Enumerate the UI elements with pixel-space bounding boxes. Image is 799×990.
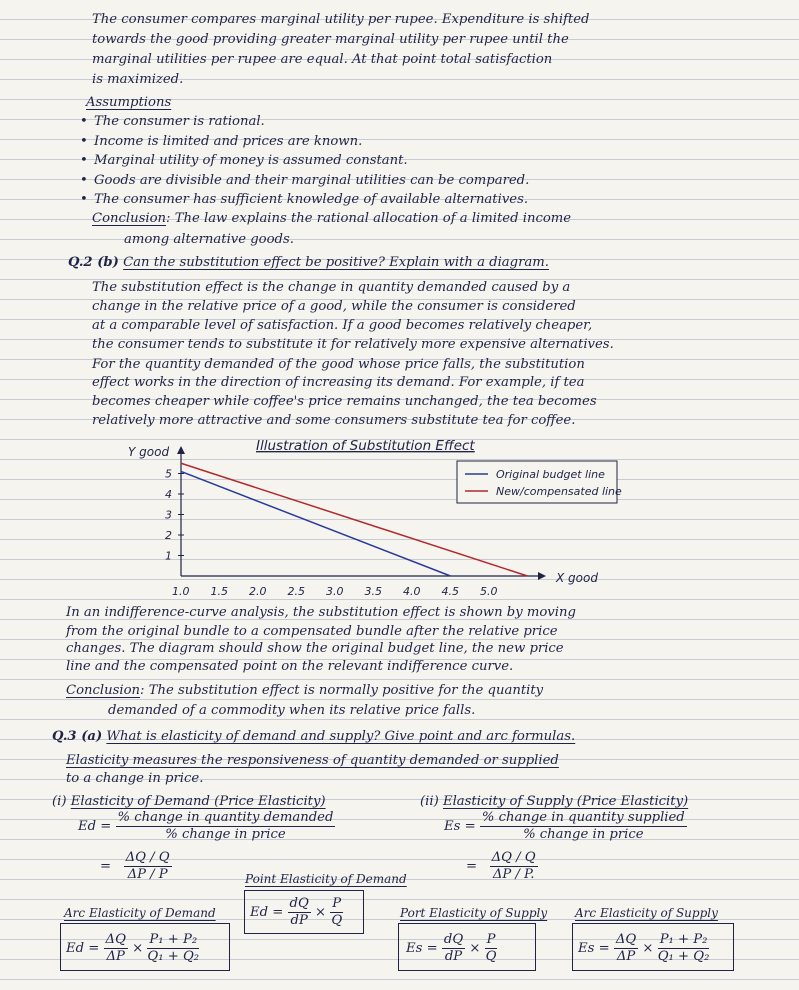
q2b-para2-line: relatively more attractive and some consumers substitute tea for coffee. <box>92 413 576 428</box>
y-axis-label: Y good <box>128 445 170 459</box>
chart-legend <box>457 461 622 503</box>
arc-demand-title: Arc Elasticity of Demand <box>64 906 216 920</box>
y-tick-label: 2 <box>165 529 172 542</box>
bullet-icon: • <box>80 173 88 188</box>
assumption-item: • Goods are divisible and their marginal utilities can be compared. <box>80 173 530 188</box>
intro-line-1: The consumer compares marginal utility per rupee. Expenditure is shifted <box>92 12 590 27</box>
intro-line-4: is maximized. <box>92 72 184 87</box>
x-tick-label: 4.0 <box>403 585 421 598</box>
bullet-icon: • <box>80 192 88 207</box>
assumption-item: • Marginal utility of money is assumed constant. <box>80 153 408 168</box>
y-axis-arrow-icon <box>177 446 185 454</box>
q2b-para3-line: In an indifference-curve analysis, the substitution effect is shown by moving <box>66 605 576 620</box>
y-tick-label: 4 <box>165 488 172 501</box>
bullet-icon: • <box>80 153 88 168</box>
x-tick-label: 4.5 <box>441 585 459 598</box>
demand-elasticity-formula: Ed = $\frac{\text{\% change in quantity demanded}}{\text{\% change in price}}$ <box>78 810 334 842</box>
assumption-item: • The consumer has sufficient knowledge of available alternatives. <box>80 192 529 207</box>
arc-supply-formula: Es = $\frac{\Delta Q}{\Delta P}$ × $\frac{\text{P₁ + P₂}}{\text{Q₁ + Q₂}}$ <box>578 932 710 964</box>
point-demand-formula: Ed = $\frac{dQ}{dP}$ × $\frac{P}{Q}$ <box>250 896 343 928</box>
arc-supply-title: Arc Elasticity of Supply <box>575 906 718 920</box>
point-supply-title: Port Elasticity of Supply <box>400 906 548 920</box>
x-tick-label: 3.0 <box>326 585 344 598</box>
supply-elasticity-formula: Es = $\frac{\text{\% change in quantity supplied}}{\text{\% change in price}}$ <box>444 810 685 842</box>
substitution-effect-chart <box>0 428 799 598</box>
assumption-item: • The consumer is rational. <box>80 114 265 129</box>
x-tick-label: 5.0 <box>480 585 498 598</box>
x-tick-label: 2.0 <box>249 585 267 598</box>
point-demand-title: Point Elasticity of Demand <box>245 872 407 886</box>
question-number: Q.2 (b) <box>68 255 119 270</box>
q2b-para2-line: effect works in the direction of increasing its demand. For example, if tea <box>92 375 585 390</box>
x-tick-label: 3.5 <box>364 585 382 598</box>
x-tick-label: 2.5 <box>287 585 305 598</box>
conclusion-label: Conclusion <box>92 211 167 226</box>
bullet-icon: • <box>80 114 88 129</box>
bullet-icon: • <box>80 134 88 149</box>
original-budget-line <box>181 471 451 576</box>
y-tick-label: 5 <box>165 467 172 481</box>
demand-elasticity-heading: (i) Elasticity of Demand (Price Elasticity) <box>52 794 326 809</box>
q2b-para3-line: from the original bundle to a compensated bundle after the relative price <box>66 624 558 639</box>
supply-elasticity-ratio: = $\frac{\Delta Q / Q}{\Delta P / P.}$ <box>466 850 536 882</box>
assumption-item: • Income is limited and prices are known. <box>80 134 363 149</box>
supply-elasticity-heading: (ii) Elasticity of Supply (Price Elasticity) <box>420 794 689 809</box>
q2b-para1-line: change in the relative price of a good, while the consumer is considered <box>92 299 576 314</box>
intro-line-3: marginal utilities per rupee are equal. At that point total satisfaction <box>92 52 553 67</box>
x-tick-label: 1.5 <box>210 585 228 598</box>
elasticity-definition-line-2: to a change in price. <box>66 771 204 786</box>
demand-elasticity-ratio: = $\frac{\Delta Q / Q}{\Delta P / P}$ <box>100 850 170 882</box>
intro-line-2: towards the good providing greater marginal utility per rupee until the <box>92 32 569 47</box>
q2b-para3-line: line and the compensated point on the relevant indifference curve. <box>66 659 514 674</box>
q2b-para1-line: the consumer tends to substitute it for relatively more expensive alternatives. <box>92 337 614 352</box>
elasticity-definition <box>66 752 559 770</box>
arc-demand-formula: Ed = $\frac{\Delta Q}{\Delta P}$ × $\frac{\text{P₁ + P₂}}{\text{Q₁ + Q₂}}$ <box>66 932 200 964</box>
assumptions-conclusion: Conclusion: The law explains the rational allocation of a limited income <box>92 211 572 226</box>
assumptions-heading: Assumptions <box>86 95 172 110</box>
q2b-para3-line: changes. The diagram should show the original budget line, the new price <box>66 641 564 656</box>
elasticity-term: Elasticity measures the responsiveness of quantity demanded or supplied <box>66 753 559 768</box>
question-text: What is elasticity of demand and supply? Give point and arc formulas. <box>106 729 576 744</box>
chart-title: Illustration of Substitution Effect <box>256 438 475 454</box>
question-number: Q.3 (a) <box>52 729 103 744</box>
legend-label-new: New/compensated line <box>496 485 622 498</box>
q2b-para1-line: The substitution effect is the change in quantity demanded caused by a <box>92 280 571 295</box>
conclusion-label: Conclusion <box>66 683 141 698</box>
q2b-para1-line: at a comparable level of satisfaction. If a good becomes relatively cheaper, <box>92 318 593 333</box>
legend-label-original: Original budget line <box>496 468 605 481</box>
question-text: Can the substitution effect be positive? Explain with a diagram. <box>123 255 549 270</box>
question-q2b <box>68 254 549 272</box>
question-q3a <box>52 728 575 746</box>
q2b-para2-line: For the quantity demanded of the good whose price falls, the substitution <box>92 357 585 372</box>
assumptions-conclusion-line-2: among alternative goods. <box>124 232 294 247</box>
y-tick-label: 3 <box>165 508 172 522</box>
y-tick-label: 1 <box>165 549 172 563</box>
x-tick-label: 1.0 <box>172 585 190 598</box>
x-axis-label: X good <box>556 571 598 585</box>
q2b-conclusion-line-2: demanded of a commodity when its relative price falls. <box>108 703 476 718</box>
q2b-conclusion: Conclusion: The substitution effect is normally positive for the quantity <box>66 683 544 698</box>
point-supply-formula: Es = $\frac{dQ}{dP}$ × $\frac{P}{Q}$ <box>406 932 497 964</box>
x-axis-arrow-icon <box>538 572 546 580</box>
q2b-para2-line: becomes cheaper while coffee's price remains unchanged, the tea becomes <box>92 394 597 409</box>
